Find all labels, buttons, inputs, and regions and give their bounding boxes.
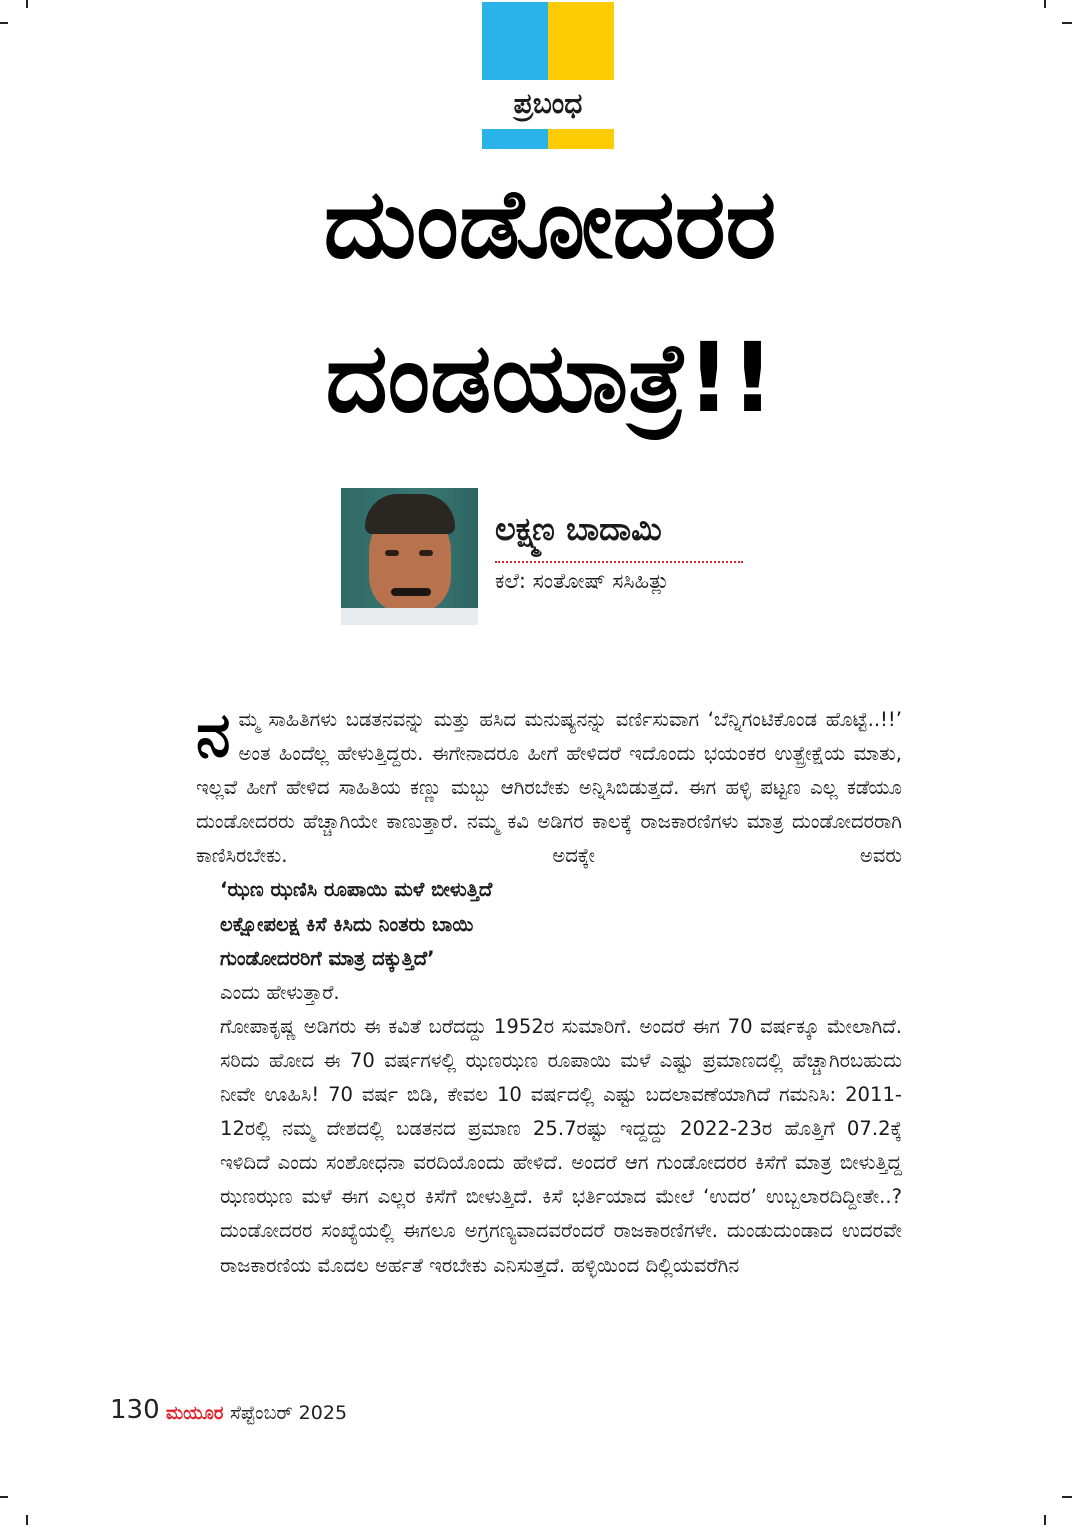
magazine-logo: ಮಯೂರ xyxy=(166,1403,224,1424)
author-divider xyxy=(495,561,743,563)
paragraph-2: ಗೋಪಾಕೃಷ್ಣ ಅಡಿಗರು ಈ ಕವಿತೆ ಬರೆದದ್ದು 1952ರ ಸುಮಾರಿಗೆ. ಅಂದರೆ ಈಗ 70 ವರ್ಷಕ್ಕೂ ಮೇಲಾಗಿದೆ. ಸರಿದು ಹೋದ ಈ 70 ವರ್ಷಗಳಲ್ಲಿ ಝಣಝಣ ರೂಪಾಯಿ ಮಳೆ ಎಷ್ಟು ಪ್ರಮಾಣದಲ್ಲಿ ಹೆಚ್ಚಾಗಿರಬಹುದು ನೀವೇ ಊಹಿಸಿ! 70 ವರ್ಷ ಬಿಡಿ, ಕೇವಲ 10 ವರ್ಷದಲ್ಲಿ ಎಷ್ಟು ಬದಲಾವಣೆಯಾಗಿದೆ ಗಮನಿಸಿ: 2011-12ರಲ್ಲಿ ನಮ್ಮ ದೇಶದಲ್ಲಿ ಬಡತನದ ಪ್ರಮಾಣ 25.7ರಷ್ಟು ಇದ್ದದ್ದು 2022-23ರ ಹೊತ್ತಿಗೆ 07.2ಕ್ಕೆ ಇಳಿದಿದೆ ಎಂದು ಸಂಶೋಧನಾ ವರದಿಯೊಂದು ಹೇಳಿದೆ. ಅಂದರೆ ಆಗ ಗುಂಡೋದರರ ಕಿಸೆಗೆ ಮಾತ್ರ ಬೀಳುತ್ತಿದ್ದ ಝಣಝಣ ಮಳೆ ಈಗ ಎಲ್ಲರ ಕಿಸೆಗೆ ಬೀಳುತ್ತಿದೆ. ಕಿಸೆ ಭರ್ತಿಯಾದ ಮೇಲೆ ‘ಉದರ’ ಉಬ್ಬಲಾರದಿದ್ದೀತೇ..? ದುಂಡೋದರರ ಸಂಖ್ಯೆಯಲ್ಲಿ ಈಗಲೂ ಅಗ್ರಗಣ್ಯವಾದವರೆಂದರೆ ರಾಜಕಾರಣಿಗಳೇ. ದುಂಡುದುಂಡಾದ ಉದರವೇ ರಾಜಕಾರಣಿಯ ಮೊದಲ ಅರ್ಹತೆ ಇರಬೇಕು ಎನಿಸುತ್ತದೆ. ಹಳ್ಳಿಯಿಂದ ದಿಲ್ಲಿಯವರೆಗಿನ xyxy=(220,1014,903,1277)
category-blue-block xyxy=(482,2,548,80)
author-photo xyxy=(341,488,478,625)
crop-mark xyxy=(0,1496,8,1498)
category-blue-bar xyxy=(482,129,548,149)
crop-mark xyxy=(0,22,8,24)
article-body xyxy=(196,698,903,1283)
paragraph-1 xyxy=(196,698,902,873)
verse-line: ‘ಝಣ ಝಣಿಸಿ ರೂಪಾಯಿ ಮಳೆ ಬೀಳುತ್ತಿದೆ xyxy=(220,878,493,902)
headline-line-2: ದಂಡಯಾತ್ರೆ!! xyxy=(325,322,775,434)
author-moustache xyxy=(391,588,431,596)
crop-mark xyxy=(1044,1515,1046,1525)
category-tag xyxy=(482,2,614,149)
author-name: ಲಕ್ಷ್ಮಣ ಬಾದಾಮಿ xyxy=(495,510,662,548)
author-eye xyxy=(385,550,399,556)
category-yellow-block xyxy=(548,2,614,80)
crop-mark xyxy=(26,0,28,8)
page-number: 130 xyxy=(110,1395,160,1425)
issue-date: ಸೆಪ್ಟೆಂಬರ್ 2025 xyxy=(230,1402,348,1424)
headline-line-1: ದುಂಡೋದರರ xyxy=(323,168,777,280)
verse-line: ಗುಂಡೋದರರಿಗೆ ಮಾತ್ರ ದಕ್ಕುತ್ತಿದೆ’ xyxy=(220,946,435,970)
verse-line: ಲಕ್ಷೋಪಲಕ್ಷ ಕಿಸೆ ಕಿಸಿದು ನಿಂತರು ಬಾಯಿ xyxy=(220,912,474,936)
crop-mark xyxy=(26,1515,28,1525)
author-collar xyxy=(341,608,478,625)
crop-mark xyxy=(1044,0,1046,8)
crop-mark xyxy=(1062,22,1072,24)
illustration-credit: ಕಲೆ: ಸಂತೋಷ್ ಸಸಿಹಿತ್ಲು xyxy=(495,569,670,593)
drop-cap: ನ xyxy=(196,698,231,771)
category-label: ಪ್ರಬಂಧ xyxy=(513,87,583,120)
author-eye xyxy=(419,550,433,556)
after-verse-text: ಎಂದು ಹೇಳುತ್ತಾರೆ. xyxy=(220,980,340,1004)
crop-mark xyxy=(1062,1496,1072,1498)
category-yellow-bar xyxy=(548,129,614,149)
author-hair xyxy=(365,494,455,534)
paragraph-1-text: ಮ್ಮ ಸಾಹಿತಿಗಳು ಬಡತನವನ್ನು ಮತ್ತು ಹಸಿದ ಮನುಷ್ಯನನ್ನು ವರ್ಣಿಸುವಾಗ ‘ಬೆನ್ನಿಗಂಟಿಕೊಂಡ ಹೊಟ್ಟೆ..!!’ ಅಂತ ಹಿಂದೆಲ್ಲ ಹೇಳುತ್ತಿದ್ದರು. ಈಗೇನಾದರೂ ಹೀಗೆ ಹೇಳಿದರೆ ಇದೊಂದು ಭಯಂಕರ ಉತ್ಪ್ರೇಕ್ಷೆಯ ಮಾತು, ಇಲ್ಲವೆ ಹೀಗೆ ಹೇಳಿದ ಸಾಹಿತಿಯ ಕಣ್ಣು ಮಬ್ಬು ಆಗಿರಬೇಕು ಅನ್ನಿಸಿಬಿಡುತ್ತದೆ. ಈಗ ಹಳ್ಳಿ ಪಟ್ಟಣ ಎಲ್ಲ ಕಡೆಯೂ ದುಂಡೋದರರು ಹೆಚ್ಚಾಗಿಯೇ ಕಾಣುತ್ತಾರೆ. ನಮ್ಮ ಕವಿ ಅಡಿಗರ ಕಾಲಕ್ಕೆ ರಾಜಕಾರಣಿಗಳು ಮಾತ್ರ ದುಂಡೋದರರಾಗಿ ಕಾಣಿಸಿರಬೇಕು. ಅದಕ್ಕೇ ಅವರು xyxy=(196,708,902,868)
